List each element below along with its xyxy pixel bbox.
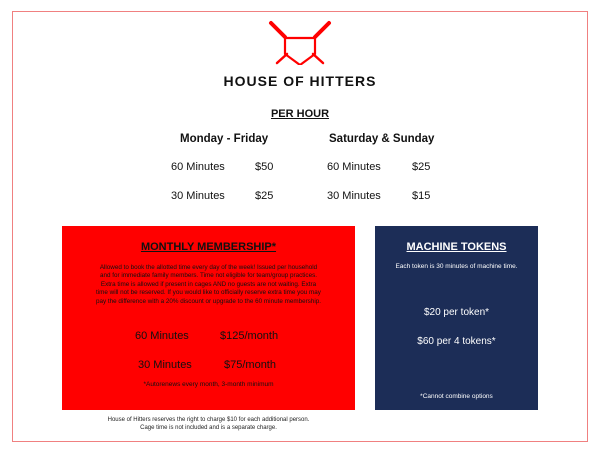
brand-name: HOUSE OF HITTERS: [223, 73, 377, 89]
membership-note: *Autorenews every month, 3-month minimum: [143, 381, 274, 388]
weekday-30-price: $25: [255, 190, 274, 202]
crossed-bats-home-plate-logo: [265, 20, 335, 65]
footer-line-1: House of Hitters reserves the right to charge $10 for each additional person.: [107, 417, 310, 423]
footer-line-2: Cage time is not included and is a separate charge.: [140, 425, 277, 431]
weekday-30-duration: 30 Minutes: [171, 190, 225, 202]
tokens-title: MACHINE TOKENS: [406, 241, 507, 253]
token-price-bundle: $60 per 4 tokens*: [417, 336, 496, 347]
weekend-30-price: $15: [412, 190, 431, 202]
weekend-label: Saturday & Sunday: [329, 133, 435, 145]
footer-disclaimer: [62, 416, 355, 432]
weekday-60-duration: 60 Minutes: [171, 161, 225, 173]
weekend-60-price: $25: [412, 161, 431, 173]
weekday-label: Monday - Friday: [180, 133, 269, 145]
membership-description: Allowed to book the allotted time every day of the week! Issued per household and for immediate family members. Time not eligible for team/group practices. Extra time is allowed if present in cages AND no guests are not waiting. Extra time will not be reserved. If you would like to officially reserve extra time you may pay the difference with a 20% discount or upgrade to the 60 minute membership.: [96, 264, 321, 305]
membership-60-price: $125/month: [220, 330, 279, 342]
tokens-note: *Cannot combine options: [420, 393, 493, 400]
token-price-single: $20 per token*: [423, 307, 490, 318]
membership-30-price: $75/month: [224, 359, 276, 371]
machine-tokens-panel: [375, 226, 538, 410]
per-hour-title: PER HOUR: [270, 108, 330, 120]
weekend-30-duration: 30 Minutes: [327, 190, 381, 202]
membership-title: MONTHLY MEMBERSHIP*: [140, 241, 277, 253]
weekday-60-price: $50: [255, 161, 274, 173]
tokens-subtitle: Each token is 30 minutes of machine time.: [395, 263, 518, 270]
membership-60-duration: 60 Minutes: [135, 330, 189, 342]
membership-30-duration: 30 Minutes: [138, 359, 192, 371]
weekend-60-duration: 60 Minutes: [327, 161, 381, 173]
monthly-membership-panel: [62, 226, 355, 410]
